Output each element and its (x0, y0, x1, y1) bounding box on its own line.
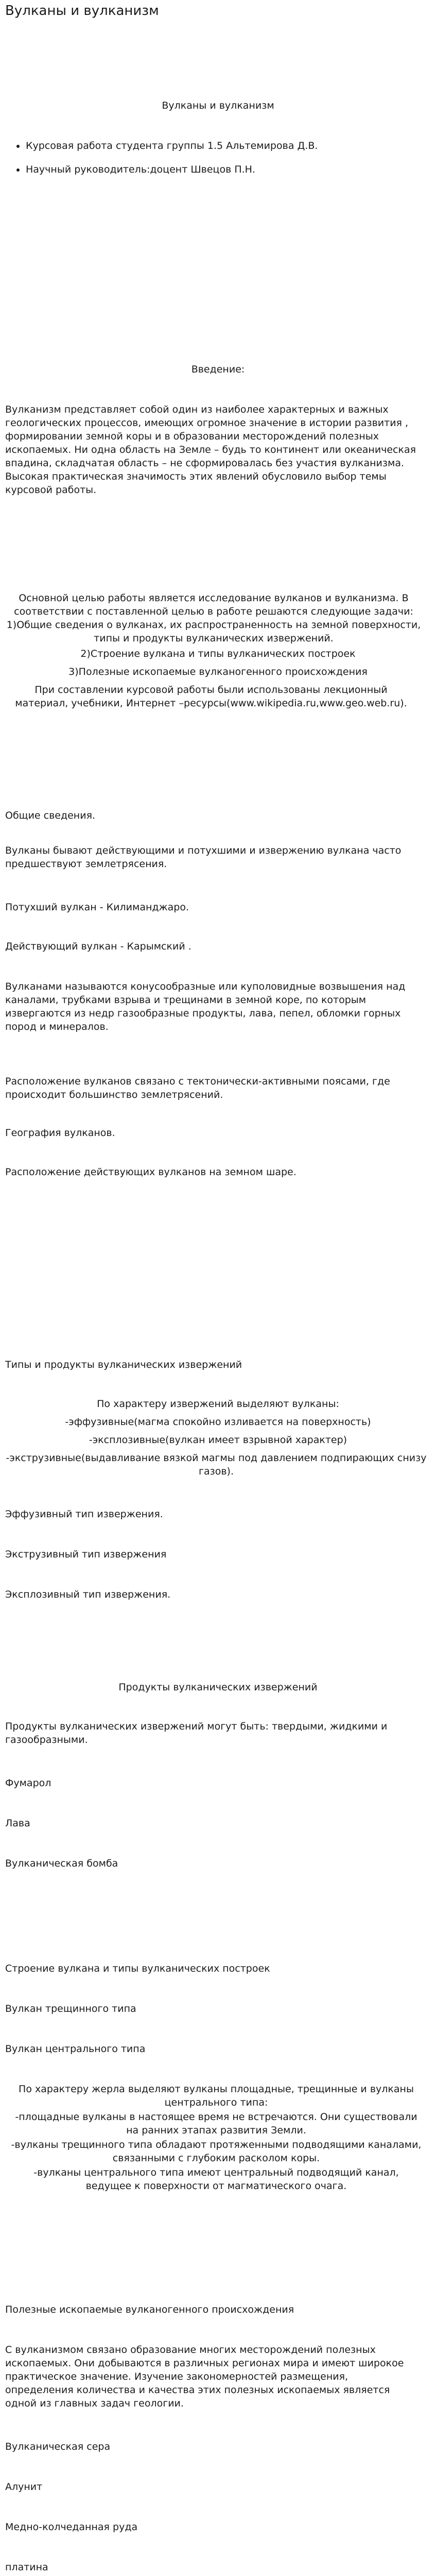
geography-heading: География вулканов. (5, 1127, 115, 1139)
active-volcano: Действующий вулкан - Карымский . (5, 941, 191, 952)
extinct-volcano: Потухший вулкан - Килиманджаро. (5, 902, 189, 913)
cover-list (15, 139, 427, 187)
volcano-location: Расположение вулканов связано с тектонически-активными поясами, где происходит большинство землетрясений. (5, 1076, 390, 1100)
page-header-title: Вулканы и вулканизм (5, 3, 159, 19)
products-states: Продукты вулканических извержений могут быть: твердыми, жидкими и газообразными. (5, 1721, 388, 1745)
eruptions-char: По характеру извержений выделяют вулканы: (97, 1398, 339, 1410)
volcano-map-caption: Расположение действующих вулканов на земном шаре. (5, 1166, 297, 1178)
volcano-definition: Вулканами называются конусообразные или куполовидные возвышения над каналами, трубками взрыва и трещинами в земной коре, по которым извергаются из недр газообразные продукты, лава, пепел, обломки горных пород и минералов. (5, 981, 406, 1032)
general-heading: Общие сведения. (5, 810, 96, 821)
structure-desc-1: По характеру жерла выделяют вулканы площадные, трещинные и вулканы центрального типа: (19, 2083, 414, 2108)
explosive-type: Эксплозивный тип извержения. (5, 1589, 171, 1600)
eruptions-heading: Типы и продукты вулканических извержений (5, 1359, 242, 1370)
product-bomb: Вулканическая бомба (5, 1858, 118, 1869)
list-item: • Курсовая работа студента группы 1.5 Альтемирова Д.В. (26, 139, 427, 152)
mineral-copper-ore: Медно-колчеданная руда (5, 2521, 138, 2533)
structure-desc-4: -вулканы центрального типа имеют центральный подводящий канал, ведущее к поверхности от магматического очага. (33, 2167, 399, 2192)
central-volcano: Вулкан центрального типа (5, 2043, 146, 2055)
intro-paragraph: Вулканизм представляет собой один из наиболее характерных и важных геологических процессов, имеющих огромное значение в истории развития , формировании земной коры и в образовании месторождений полезных ископаемых. Ни одна область на Земле – будь то континент или океаническая впадина, складчатая область – не сформировалась без участия вулканизма. Высокая практическая значимость этих явлений обусловило выбор темы курсовой работы. (5, 404, 416, 496)
mineral-alunite: Алунит (5, 2481, 43, 2493)
task-3: 3)Полезные ископаемые вулканогенного происхождения (68, 666, 368, 677)
fissure-volcano: Вулкан трещинного типа (5, 2003, 136, 2014)
task-2: 2)Строение вулкана и типы вулканических построек (80, 648, 356, 659)
list-item: • Научный руководитель:доцент Швецов П.Н. (26, 163, 427, 176)
structure-desc-2: -площадные вулканы в настоящее время не встречаются. Они существовали на ранних этапах развития Земли. (15, 2111, 417, 2136)
intro-heading: Введение: (191, 364, 245, 375)
mineral-platinum: платина (5, 2562, 48, 2573)
minerals-heading: Полезные ископаемые вулканогенного происхождения (5, 2304, 294, 2315)
minerals-text: С вулканизмом связано образование многих месторождений полезных ископаемых. Они добываются в различных регионах мира и имеют широкое практическое значение. Изучение закономерностей размещения, определения количества и качества этих полезных ископаемых является одной из главных задач геологии. (5, 2344, 404, 2409)
products-heading: Продукты вулканических извержений (118, 1682, 318, 1693)
general-types: Вулканы бывают действующими и потухшими и извержению вулкана часто предшествуют землетрясения. (5, 845, 402, 870)
structure-heading: Строение вулкана и типы вулканических построек (5, 1963, 270, 1974)
sources-paragraph: При составлении курсовой работы были использованы лекционный материал, учебники, Интернет –ресурсы(www.wikipedia.ru,www.geo.web.ru). (15, 684, 407, 709)
structure-desc-3: -вулканы трещинного типа обладают протяженными подводящими каналами, связанными с глубоким расколом коры. (11, 2139, 422, 2164)
effusive-desc: -эффузивные(магма спокойно изливается на поверхность) (65, 1416, 371, 1428)
effusive-type: Эффузивный тип извержения. (5, 1509, 163, 1520)
product-fumarole: Фумарол (5, 1777, 51, 1789)
extrusive-type: Экструзивный тип извержения (5, 1549, 167, 1560)
explosive-desc: -эксплозивные(вулкан имеет взрывной характер) (89, 1434, 347, 1446)
mineral-sulfur: Вулканическая сера (5, 2441, 111, 2452)
goal-paragraph: Основной целью работы является исследование вулканов и вулканизма. В соответствии с поставленной целью в работе решаются следующие задачи: 1)Общие сведения о вулканах, их распространенность на земной поверхности, типы и продукты вулканических извержений. (6, 592, 421, 644)
extrusive-desc: -экструзивные(выдавливание вязкой магмы под давлением подпирающих снизу газов). (6, 1452, 427, 1477)
product-lava: Лава (5, 1818, 30, 1829)
cover-title: Вулканы и вулканизм (162, 100, 274, 111)
